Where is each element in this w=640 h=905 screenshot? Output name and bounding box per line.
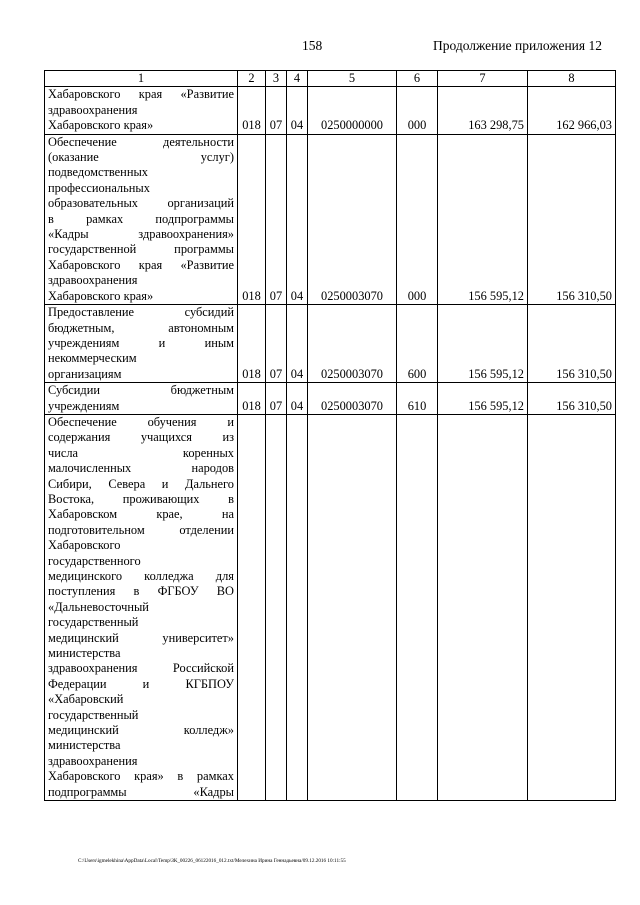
subsection-code: 04 bbox=[287, 87, 308, 134]
amount-year-2: 156 310,50 bbox=[528, 134, 616, 304]
column-header: 2 bbox=[238, 71, 266, 87]
description-line: государственного bbox=[48, 553, 141, 568]
description-line: Востока, проживающих в bbox=[48, 491, 234, 506]
expense-type-code: 000 bbox=[397, 87, 438, 134]
section-code: 07 bbox=[266, 87, 287, 134]
description-line: Субсидии бюджетным bbox=[48, 383, 234, 398]
table-row bbox=[45, 414, 616, 800]
description-line: поступления в ФГБОУ ВО bbox=[48, 584, 234, 599]
target-article-code: 0250003070 bbox=[308, 134, 397, 304]
description-line: Хабаровского края» в рамках bbox=[48, 769, 234, 784]
ministry-code: 018 bbox=[238, 383, 266, 415]
amount-year-2: 162 966,03 bbox=[528, 87, 616, 134]
description-line: подготовительном отделении bbox=[48, 522, 234, 537]
table-row bbox=[45, 87, 616, 134]
description-line: министерства bbox=[48, 646, 121, 661]
description-line: Хабаровского края «Развитие bbox=[48, 87, 234, 102]
target-article-code: 0250000000 bbox=[308, 87, 397, 134]
description-line: Хабаровского bbox=[48, 538, 121, 553]
row-description bbox=[45, 305, 238, 383]
amount-year-1 bbox=[438, 414, 528, 800]
column-header: 1 bbox=[45, 71, 238, 87]
description-line: Федерации и КГБПОУ bbox=[48, 676, 234, 691]
description-line: Обеспечение обучения и bbox=[48, 414, 234, 429]
column-header: 8 bbox=[528, 71, 616, 87]
description-line: подпрограммы «Кадры bbox=[48, 784, 234, 799]
row-description bbox=[45, 383, 238, 415]
section-code: 07 bbox=[266, 383, 287, 415]
subsection-code: 04 bbox=[287, 305, 308, 383]
section-code: 07 bbox=[266, 134, 287, 304]
ministry-code: 018 bbox=[238, 305, 266, 383]
description-line: бюджетным, автономным bbox=[48, 320, 234, 335]
amount-year-1: 156 595,12 bbox=[438, 383, 528, 415]
expense-type-code: 600 bbox=[397, 305, 438, 383]
description-line: содержания учащихся из bbox=[48, 430, 234, 445]
ministry-code bbox=[238, 414, 266, 800]
section-code: 07 bbox=[266, 305, 287, 383]
description-line: Хабаровского края «Развитие bbox=[48, 257, 234, 272]
target-article-code: 0250003070 bbox=[308, 383, 397, 415]
column-header: 4 bbox=[287, 71, 308, 87]
page-number: 158 bbox=[302, 38, 323, 53]
description-line: государственный bbox=[48, 707, 139, 722]
target-article-code bbox=[308, 414, 397, 800]
expense-type-code: 610 bbox=[397, 383, 438, 415]
column-header: 5 bbox=[308, 71, 397, 87]
subsection-code: 04 bbox=[287, 383, 308, 415]
appendix-label: Продолжение приложения 12 bbox=[432, 38, 602, 53]
description-line: учреждениям и иным bbox=[48, 335, 234, 350]
description-line: «Кадры здравоохранения» bbox=[48, 227, 234, 242]
description-line: некоммерческим bbox=[48, 351, 137, 366]
description-line: медицинский колледж» bbox=[48, 723, 234, 738]
description-line: подведомственных bbox=[48, 165, 148, 180]
amount-year-2: 156 310,50 bbox=[528, 305, 616, 383]
description-line: Обеспечение деятельности bbox=[48, 134, 234, 149]
table-row bbox=[45, 383, 616, 415]
column-header: 7 bbox=[438, 71, 528, 87]
description-line: Хабаровском крае, на bbox=[48, 507, 234, 522]
description-line: здравоохранения Российской bbox=[48, 661, 234, 676]
description-line: Хабаровского края» bbox=[48, 118, 154, 133]
description-line: числа коренных bbox=[48, 445, 234, 460]
description-line: Предоставление субсидий bbox=[48, 305, 234, 320]
amount-year-2 bbox=[528, 414, 616, 800]
description-line: учреждениям bbox=[48, 398, 120, 413]
row-description bbox=[45, 87, 238, 134]
description-line: государственной программы bbox=[48, 242, 234, 257]
description-line: в рамках подпрограммы bbox=[48, 211, 234, 226]
description-line: образовательных организаций bbox=[48, 196, 234, 211]
ministry-code: 018 bbox=[238, 87, 266, 134]
column-header: 3 bbox=[266, 71, 287, 87]
description-line: «Дальневосточный bbox=[48, 599, 149, 614]
description-line: здравоохранения bbox=[48, 753, 138, 768]
row-description bbox=[45, 134, 238, 304]
subsection-code bbox=[287, 414, 308, 800]
description-line: организациям bbox=[48, 366, 122, 381]
description-line: Сибири, Севера и Дальнего bbox=[48, 476, 234, 491]
budget-table bbox=[44, 70, 616, 801]
description-line: медицинского колледжа для bbox=[48, 569, 234, 583]
description-line: «Хабаровский bbox=[48, 692, 124, 707]
description-line: здравоохранения bbox=[48, 102, 138, 117]
ministry-code: 018 bbox=[238, 134, 266, 304]
expense-type-code bbox=[397, 414, 438, 800]
description-line: медицинский университет» bbox=[48, 630, 234, 645]
row-description bbox=[45, 414, 238, 800]
description-line: профессиональных bbox=[48, 180, 150, 195]
expense-type-code: 000 bbox=[397, 134, 438, 304]
description-line: малочисленных народов bbox=[48, 461, 234, 476]
description-line: Хабаровского края» bbox=[48, 288, 154, 303]
description-line: здравоохранения bbox=[48, 273, 138, 288]
amount-year-1: 163 298,75 bbox=[438, 87, 528, 134]
description-line: (оказание услуг) bbox=[48, 150, 234, 165]
amount-year-2: 156 310,50 bbox=[528, 383, 616, 415]
target-article-code: 0250003070 bbox=[308, 305, 397, 383]
amount-year-1: 156 595,12 bbox=[438, 305, 528, 383]
table-header-row bbox=[45, 71, 616, 87]
amount-year-1: 156 595,12 bbox=[438, 134, 528, 304]
column-header: 6 bbox=[397, 71, 438, 87]
table-row bbox=[45, 305, 616, 383]
description-line: государственный bbox=[48, 615, 139, 630]
document-footer-path: C:\Users\igmelekhina\AppData\Local\Temp\ЗК_00226_06122016_012.txt/Мелехина Ирина Геннадьевна/09.12.2016 10:11:55 bbox=[78, 858, 346, 864]
section-code bbox=[266, 414, 287, 800]
description-line: министерства bbox=[48, 738, 121, 753]
table-row bbox=[45, 134, 616, 304]
subsection-code: 04 bbox=[287, 134, 308, 304]
